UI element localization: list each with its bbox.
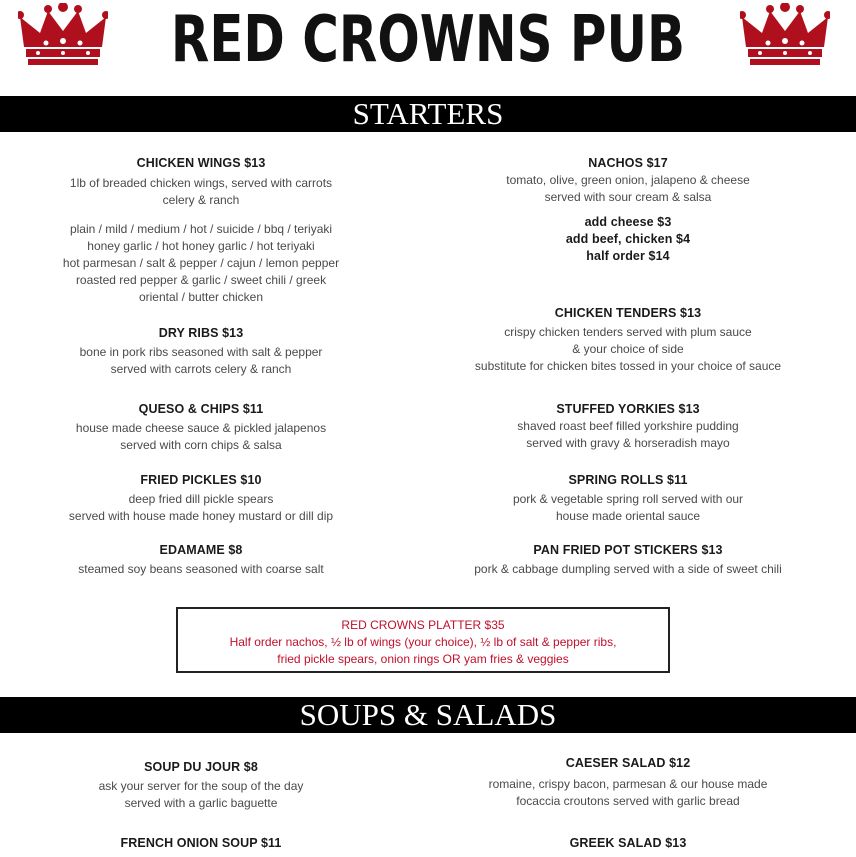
desc-line: romaine, crispy bacon, parmesan & our house made — [488, 777, 768, 791]
extra-line: add beef, chicken $4 — [565, 232, 691, 246]
flavour-line: roasted red pepper & garlic / sweet chili / greek — [75, 273, 327, 287]
desc-line: celery & ranch — [162, 193, 240, 207]
platter-title: RED CROWNS PLATTER $35 — [341, 618, 505, 632]
desc-line: served with gravy & horseradish mayo — [526, 436, 730, 450]
desc-line: served with house made honey mustard or dill dip — [68, 509, 334, 523]
extra-line: add cheese $3 — [584, 215, 672, 229]
item-name: DRY RIBS $13 — [158, 326, 244, 340]
desc-line: focaccia croutons served with garlic bread — [516, 794, 740, 808]
desc-line: deep fried dill pickle spears — [128, 492, 274, 506]
desc-line: bone in pork ribs seasoned with salt & pepper — [79, 345, 323, 359]
desc-line: house made cheese sauce & pickled jalapenos — [75, 421, 327, 435]
page-title: RED CROWNS PUB — [170, 3, 686, 77]
menu-item-soup-du-jour — [0, 760, 402, 812]
item-description — [428, 491, 828, 525]
platter-box — [176, 607, 670, 673]
desc-line: pork & vegetable spring roll served with our — [512, 492, 744, 506]
item-name: CHICKEN WINGS $13 — [136, 156, 266, 170]
desc-line: served with corn chips & salsa — [120, 438, 282, 452]
item-description — [428, 172, 828, 206]
desc-line: crispy chicken tenders served with plum sauce — [504, 325, 752, 339]
extra-line: half order $14 — [586, 249, 670, 263]
flavour-line: plain / mild / medium / hot / suicide / bbq / teriyaki — [69, 222, 333, 236]
desc-line: served with carrots celery & ranch — [110, 362, 292, 376]
nachos-extras — [428, 214, 828, 265]
item-name: FRENCH ONION SOUP $11 — [120, 836, 282, 850]
desc-line: served with a garlic baguette — [124, 796, 278, 810]
menu-item-greek-salad — [428, 836, 828, 850]
item-name: SOUP DU JOUR $8 — [144, 760, 258, 774]
item-description — [0, 561, 402, 578]
item-description — [0, 420, 402, 454]
menu-item-queso-chips — [0, 402, 402, 454]
menu-item-chicken-wings — [0, 156, 402, 306]
menu-item-chicken-tenders — [428, 306, 828, 375]
menu-item-nachos — [428, 156, 828, 265]
item-description — [428, 561, 828, 578]
menu-item-caeser-salad — [428, 756, 828, 810]
desc-line: 1lb of breaded chicken wings, served with carrots — [69, 176, 333, 190]
item-description — [428, 324, 828, 375]
item-name: EDAMAME $8 — [159, 543, 243, 557]
menu-item-stuffed-yorkies — [428, 402, 828, 452]
item-name: SPRING ROLLS $11 — [568, 473, 688, 487]
item-name: CAESER SALAD $12 — [565, 756, 691, 770]
crown-icon — [740, 3, 830, 67]
desc-line: tomato, olive, green onion, jalapeno & cheese — [506, 173, 750, 187]
menu-item-fried-pickles — [0, 473, 402, 525]
item-name: FRIED PICKLES $10 — [140, 473, 262, 487]
flavour-line: oriental / butter chicken — [138, 290, 264, 304]
desc-line: ask your server for the soup of the day — [98, 779, 304, 793]
platter-line: fried pickle spears, onion rings OR yam fries & veggies — [277, 652, 569, 666]
item-description — [0, 175, 402, 209]
menu-item-dry-ribs — [0, 326, 402, 378]
menu-item-pot-stickers — [428, 543, 828, 578]
section-header-soups-salads: SOUPS & SALADS — [0, 697, 856, 733]
item-name: GREEK SALAD $13 — [569, 836, 687, 850]
flavour-line: hot parmesan / salt & pepper / cajun / lemon pepper — [62, 256, 340, 270]
flavour-line: honey garlic / hot honey garlic / hot teriyaki — [87, 239, 315, 253]
item-description — [0, 778, 402, 812]
item-description — [428, 776, 828, 810]
platter-line: Half order nachos, ½ lb of wings (your choice), ½ lb of salt & pepper ribs, — [229, 635, 617, 649]
item-name: PAN FRIED POT STICKERS $13 — [533, 543, 723, 557]
menu-item-edamame — [0, 543, 402, 578]
menu-item-french-onion-soup — [0, 836, 402, 850]
desc-line: pork & cabbage dumpling served with a side of sweet chili — [474, 562, 782, 576]
item-name: QUESO & CHIPS $11 — [138, 402, 264, 416]
item-name: NACHOS $17 — [588, 156, 668, 170]
desc-line: & your choice of side — [572, 342, 684, 356]
desc-line: house made oriental sauce — [555, 509, 701, 523]
item-name: STUFFED YORKIES $13 — [556, 402, 700, 416]
item-description — [0, 344, 402, 378]
flavour-list — [0, 221, 402, 306]
menu-item-spring-rolls — [428, 473, 828, 525]
item-description — [428, 418, 828, 452]
item-name: CHICKEN TENDERS $13 — [554, 306, 702, 320]
item-description — [0, 491, 402, 525]
desc-line: substitute for chicken bites tossed in your choice of sauce — [474, 359, 782, 373]
desc-line: served with sour cream & salsa — [544, 190, 712, 204]
section-header-starters: STARTERS — [0, 96, 856, 132]
desc-line: steamed soy beans seasoned with coarse salt — [78, 562, 324, 576]
desc-line: shaved roast beef filled yorkshire pudding — [517, 419, 739, 433]
